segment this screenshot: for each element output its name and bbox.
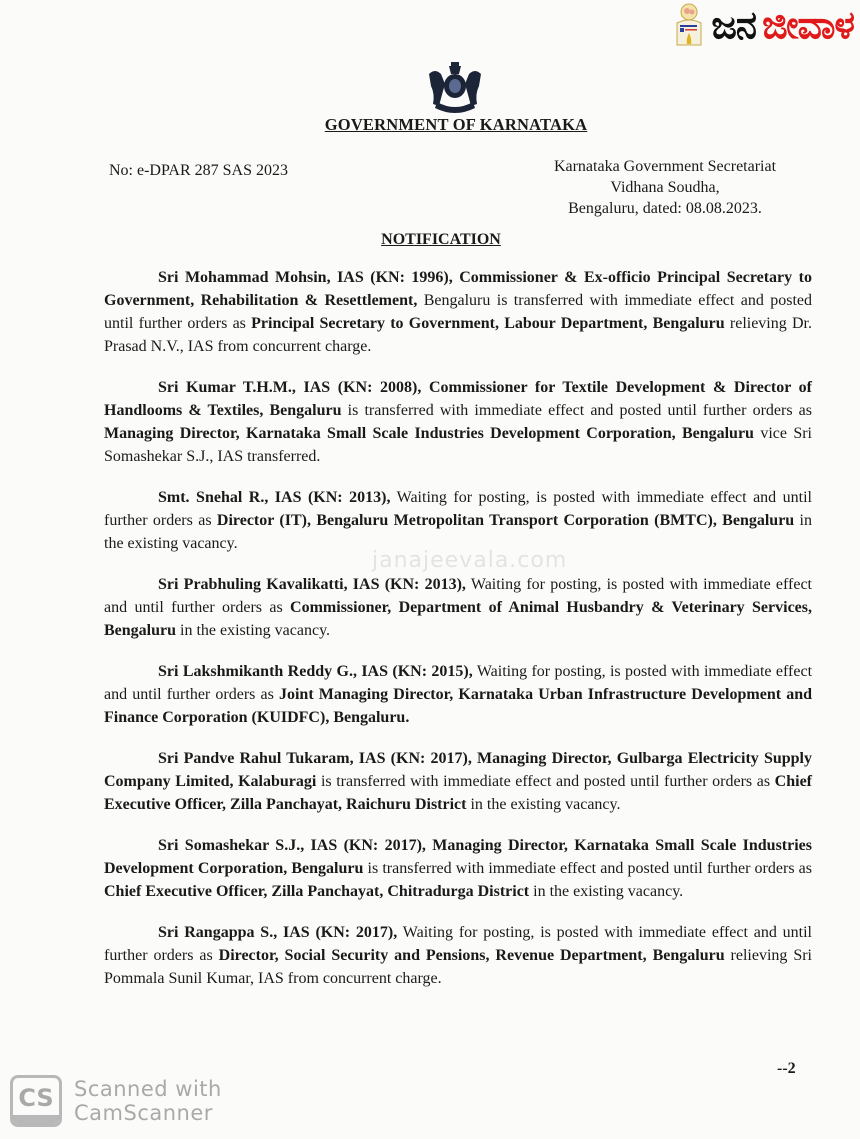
transfer-order-paragraph [104,266,812,358]
text-run: relieving Sri Pommala Sunil Kumar, IAS from concurrent charge. [104,947,812,987]
bold-text-run: Managing Director, Karnataka Small Scale Industries Development Corporation, Bengaluru [104,425,754,442]
notification-heading: NOTIFICATION [381,231,501,248]
scanner-line-1: Scanned with [74,1077,222,1101]
logo-text-jana: ಜನ [711,2,757,47]
camscanner-logo-icon [10,1075,62,1127]
camscanner-text [74,1077,222,1125]
bold-text-run: Director, Social Security and Pensions, Revenue Department, Bengaluru [218,947,725,964]
address-line: Karnataka Government Secretariat [553,158,777,175]
text-run: is transferred with immediate effect and posted until further orders as [316,773,775,790]
text-run: Bengaluru is transferred with immediate effect and posted until further orders as [104,292,812,332]
government-title: GOVERNMENT OF KARNATAKA [324,115,588,134]
mascot-icon [673,3,705,47]
text-run: in the existing vacancy. [176,622,331,639]
bold-text-run: Sri Prabhuling Kavalikatti, IAS (KN: 2013), [158,576,466,593]
bold-text-run: Joint Managing Director, Karnataka Urban Infrastructure Development and Finance Corporation (KUIDFC), Bengaluru. [104,686,812,726]
camscanner-logo-text: CS [18,1084,54,1112]
text-run: in the existing vacancy. [529,883,684,900]
text-run: vice Sri Somashekar S.J., IAS transferred. [104,425,813,465]
jana-jeevala-logo [673,2,854,48]
text-run: in the existing vacancy. [104,512,812,552]
text-run: Waiting for posting, is posted with immediate effect and until further orders as [104,663,813,703]
bold-text-run: Sri Mohammad Mohsin, IAS (KN: 1996), Commissioner & Ex-officio Principal Secretary to Government, Rehabilitation & Resettlement, [104,269,812,309]
transfer-order-paragraph [104,486,812,555]
text-run: Waiting for posting, is posted with immediate effect and until further orders as [104,576,813,616]
text-run: is transferred with immediate effect and posted until further orders as [363,860,813,877]
text-run: Waiting for posting, is posted with immediate effect and until further orders as [104,489,812,529]
scanner-line-2: CamScanner [74,1101,213,1125]
transfer-order-paragraph [104,573,812,642]
text-run: is transferred with immediate effect and posted until further orders as [341,402,813,419]
bold-text-run: Sri Rangappa S., IAS (KN: 2017), [158,924,398,941]
bold-text-run: Sri Pandve Rahul Tukaram, IAS (KN: 2017), Managing Director, Gulbarga Electricity Supply Company Limited, Kalaburagi [104,750,812,790]
address-line: Vidhana Soudha, [610,179,720,196]
address-line: Bengaluru, dated: 08.08.2023. [568,200,762,217]
reference-number: No: e-DPAR 287 SAS 2023 [109,162,288,179]
bold-text-run: Sri Lakshmikanth Reddy G., IAS (KN: 2015), [158,663,473,680]
transfer-order-paragraph [104,921,812,990]
transfer-order-paragraph [104,660,812,729]
secretariat-address [520,156,810,219]
transfer-order-paragraph [104,834,812,903]
page-continuation-marker: --2 [777,1060,796,1077]
bold-text-run: Sri Somashekar S.J., IAS (KN: 2017), Managing Director, Karnataka Small Scale Industries Development Corporation, Bengaluru [104,837,812,877]
text-run: Waiting for posting, is posted with immediate effect and until further orders as [104,924,812,964]
bold-text-run: Smt. Snehal R., IAS (KN: 2013), [158,489,391,506]
bold-text-run: Chief Executive Officer, Zilla Panchayat, Raichuru District [104,773,812,813]
bold-text-run: Commissioner, Department of Animal Husbandry & Veterinary Services, Bengaluru [104,599,812,639]
text-run: relieving Dr. Prasad N.V., IAS from concurrent charge. [104,315,812,355]
bold-text-run: Chief Executive Officer, Zilla Panchayat, Chitradurga District [104,883,530,900]
karnataka-emblem-icon [423,60,487,116]
logo-text-jeevala: ಜೀವಾಳ [762,2,854,47]
transfer-order-paragraph [104,747,812,816]
bold-text-run: Principal Secretary to Government, Labour Department, Bengaluru [251,315,725,332]
text-run: in the existing vacancy. [466,796,621,813]
bold-text-run: Director (IT), Bengaluru Metropolitan Transport Corporation (BMTC), Bengaluru [216,512,795,529]
bold-text-run: Sri Kumar T.H.M., IAS (KN: 2008), Commissioner for Textile Development & Director of Handlooms & Textiles, Bengaluru [104,379,812,419]
notification-body [104,266,812,1008]
site-watermark: janajeevala.com [372,548,568,573]
camscanner-badge [10,1075,222,1127]
transfer-order-paragraph [104,376,812,468]
